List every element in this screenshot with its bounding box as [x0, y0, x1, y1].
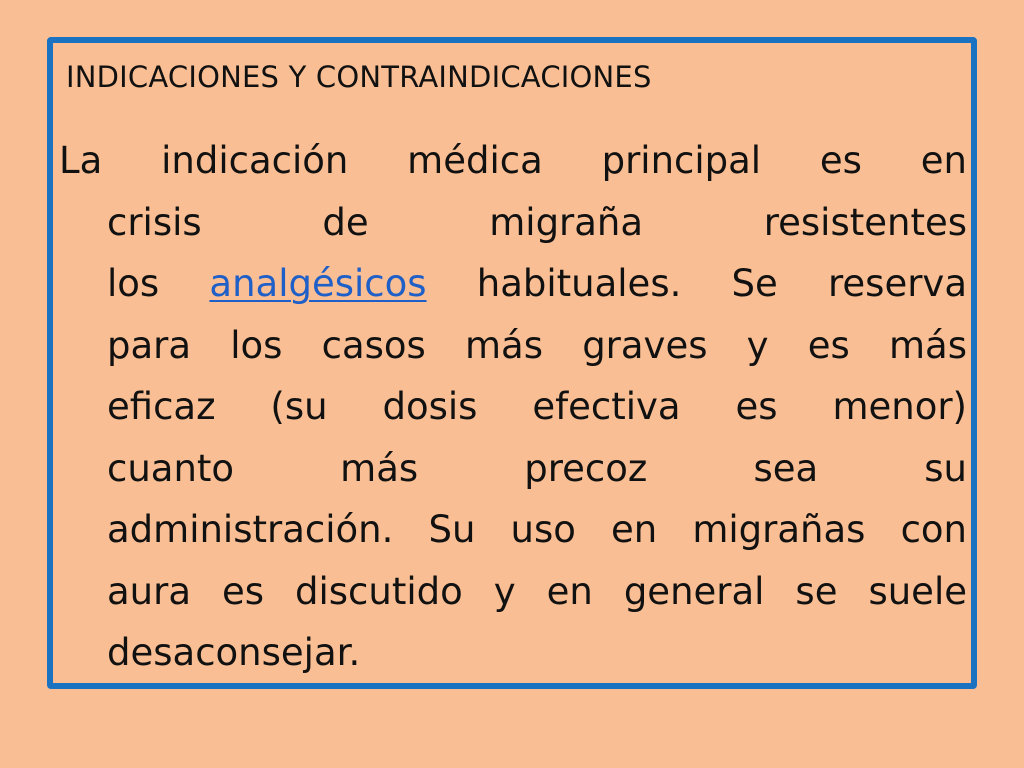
paragraph-line-4: para los casos más graves y es más [107, 323, 967, 367]
content-frame [47, 37, 977, 689]
paragraph-line-6: cuanto más precoz sea su [107, 446, 967, 490]
paragraph-line-1-text: La indicación médica principal es en [59, 139, 967, 182]
paragraph-line-3 [107, 253, 967, 315]
paragraph-line-2: crisis de migraña resistentes [107, 200, 967, 244]
analgesicos-link[interactable]: analgésicos [209, 262, 427, 305]
paragraph-line-9: desaconsejar. [107, 631, 361, 674]
paragraph-line-5: eficaz (su dosis efectiva es menor) [107, 385, 967, 428]
slide-heading: INDICACIONES Y CONTRAINDICACIONES [66, 60, 652, 94]
paragraph-line-3-start: los [107, 262, 210, 305]
paragraph-line-3-end: habituales. Se reserva [426, 262, 967, 305]
paragraph-line-1 [59, 130, 967, 192]
body-paragraph [59, 130, 967, 684]
paragraph-line-7: administración. Su uso en migrañas con [107, 508, 967, 551]
paragraph-line-8: aura es discutido y en general se suele [107, 569, 967, 613]
